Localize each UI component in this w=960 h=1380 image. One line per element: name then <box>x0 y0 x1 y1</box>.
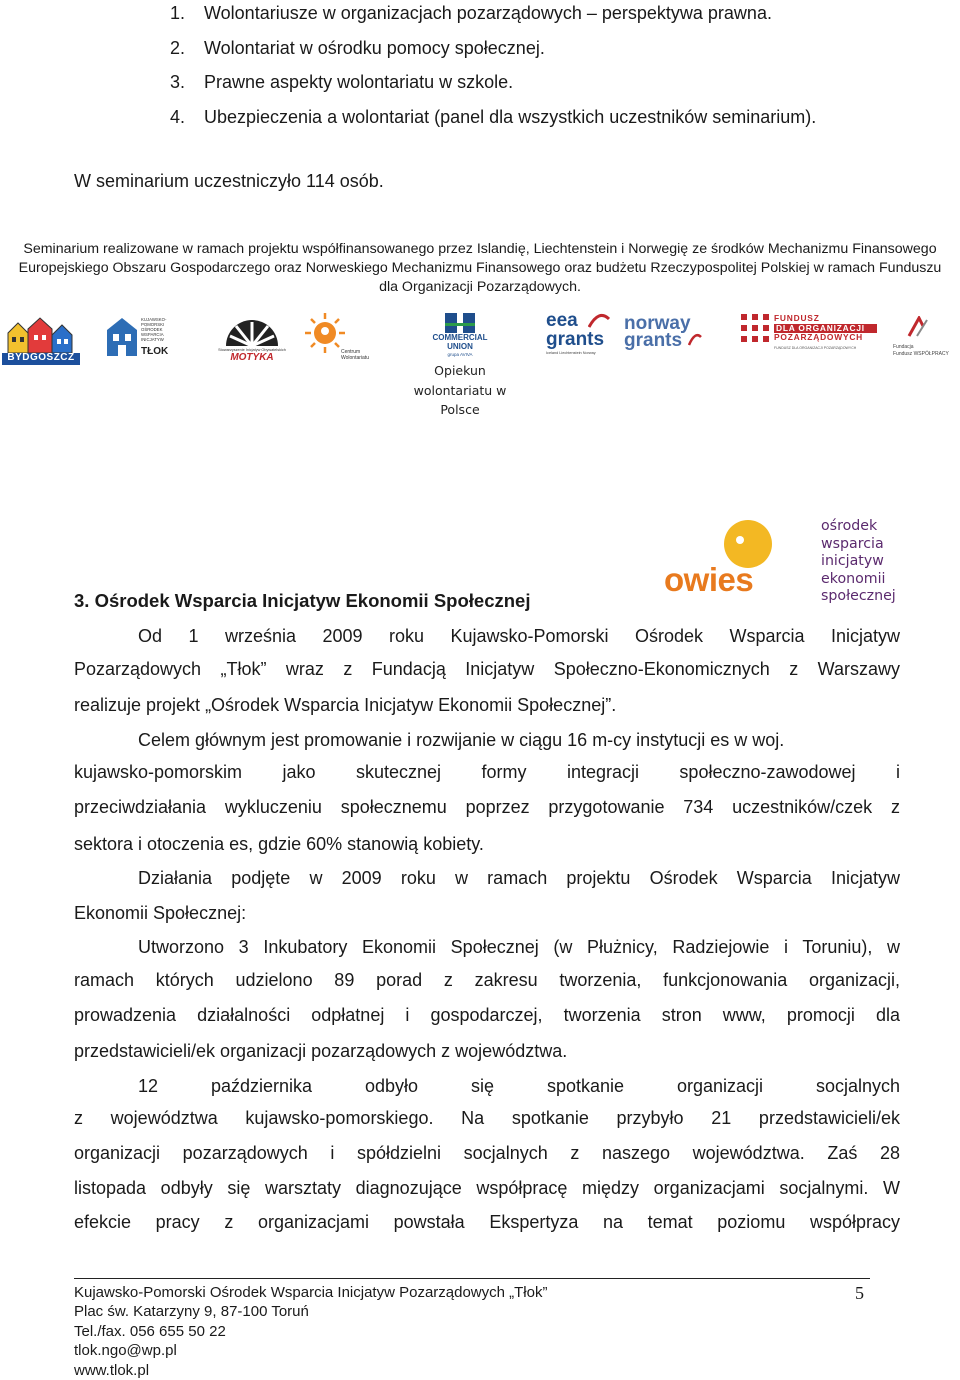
motyka-label: MOTYKA <box>230 352 274 363</box>
owies-tagline: ośrodek wsparcia inicjatyw ekonomii społecznej <box>821 518 896 605</box>
paragraph-line: listopada odbyły się warsztaty diagnozujące współpracę między organizacjami socjalnymi. W <box>74 1177 900 1198</box>
paragraph-line: ramach których udzielono 89 porad z zakresu tworzenia, funkcjonowania organizacji, <box>74 969 900 990</box>
motyka-logo <box>218 314 286 364</box>
centrum-wolontariatu-logo <box>305 311 371 363</box>
funding-note <box>0 240 960 297</box>
tlok-small-text: KUJAWSKO- POMORSKI OŚRODEK WSPARCIA INICJATYW <box>141 317 167 342</box>
bydgoszcz-logo <box>2 315 80 365</box>
paragraph-line: Działania podjęte w 2009 roku w ramach projektu Ośrodek Wsparcia Inicjatyw <box>138 868 900 889</box>
eea-subtext: Iceland Liechtenstein Norway <box>546 351 596 355</box>
paragraph-line: Utworzono 3 Inkubatory Ekonomii Społecznej (w Płużnicy, Radziejowie i Toruniu), w <box>138 937 900 958</box>
fundusz-grid-icon <box>741 314 769 344</box>
owies-brand-text: owies <box>664 561 754 598</box>
motyka-top-text: Stowarzyszenie Inicjatyw Obywatelskich <box>218 348 286 352</box>
norway-grants-logo <box>624 315 704 357</box>
paragraph-line: Ekonomii Społecznej: <box>74 902 247 923</box>
page-footer <box>74 1278 870 1380</box>
fundusz-subtext: FUNDUSZ DLA ORGANIZACJI POZARZĄDOWYCH <box>774 346 857 350</box>
body-text <box>74 624 900 1247</box>
paragraph-line: przedstawicieli/ek organizacji pozarządowych z województwa. <box>74 1041 568 1062</box>
paragraph-line: organizacji pozarządowych i spółdzielni socjalnych z naszego województwa. Zaś 28 <box>74 1142 900 1163</box>
paragraph-line: 12 października odbyło się spotkanie organizacji socjalnych <box>138 1075 900 1096</box>
eea-grants-logo <box>546 310 616 357</box>
paragraph-line: efekcie pracy z organizacjami powstała Ekspertyza na temat poziomu współpracy <box>74 1212 900 1233</box>
footer-email: tlok.ngo@wp.pl <box>74 1342 177 1360</box>
eea-text: eea grants <box>546 310 605 350</box>
paragraph-line: przeciwdziałania wykluczeniu społecznemu poprzez przygotowanie 734 uczestników/czek z <box>74 796 900 817</box>
tlok-logo <box>105 316 173 358</box>
paragraph-line: prowadzenia działalności odpłatnej i gospodarczej, tworzenia stron www, promocji dla <box>74 1004 900 1025</box>
footer-phone: Tel./fax. 056 655 50 22 <box>74 1322 226 1340</box>
funding-note-line: Europejskiego Obszaru Gospodarczego oraz Norweskiego Mechanizmu Finansowego oraz budżetu Rzeczypospolitej Polskiej w ramach Funduszu <box>18 260 942 276</box>
sun-person-icon <box>305 311 345 361</box>
list-item: 1. Wolontariusze w organizacjach pozarządowych – perspektywa prawna. <box>170 3 772 23</box>
bydgoszcz-label: BYDGOSZCZ <box>7 352 75 363</box>
paragraph-line: sektora i otoczenia es, gdzie 60% stanowią kobiety. <box>74 833 484 854</box>
tlok-house-icon <box>105 316 139 358</box>
page-number: 5 <box>855 1283 864 1303</box>
fundacja-text: Fundacja Fundusz WSPÓŁPRACY <box>893 344 949 357</box>
commercial-union-logo <box>426 313 494 357</box>
paragraph-line: kujawsko-pomorskim jako skutecznej formy integracji społeczno-zawodowej i <box>74 762 900 783</box>
paragraph-line: Pozarządowych „Tłok” wraz z Fundacją Inicjatyw Społeczno-Ekonomicznych z Warszawy <box>74 658 900 679</box>
tlok-label: TŁOK <box>141 346 169 357</box>
list-item: 3. Prawne aspekty wolontariatu w szkole. <box>170 72 514 92</box>
opiekun-caption: Opiekun wolontariatu w Polsce <box>413 363 507 417</box>
centrum-text: Centrum Wolontariatu <box>341 349 369 361</box>
fundacja-arrows-icon <box>907 316 933 338</box>
owies-logo <box>664 518 904 610</box>
eea-swoosh-icon <box>588 313 610 329</box>
fundusz-text: FUNDUSZ DLA ORGANIZACJI POZARZĄDOWYCH <box>774 314 877 343</box>
paragraph-line: Od 1 września 2009 roku Kujawsko-Pomorski Ośrodek Wsparcia Inicjatyw <box>138 626 900 646</box>
paragraph-line: realizuje projekt „Ośrodek Wsparcia Inicjatyw Ekonomii Społecznej”. <box>74 695 617 716</box>
participants-count: W seminarium uczestniczyło 114 osób. <box>74 171 384 191</box>
commercial-union-text: COMMERCIAL UNION grupa AVIVA <box>432 333 488 357</box>
norway-text: norway grants <box>624 313 691 351</box>
list-item: 2. Wolontariat w ośrodku pomocy społecznej. <box>170 37 545 58</box>
funding-note-line: dla Organizacji Pozarządowych. <box>379 279 581 295</box>
section-heading: 3. Ośrodek Wsparcia Inicjatyw Ekonomii Społecznej <box>74 590 531 611</box>
footer-address: Plac św. Katarzyny 9, 87-100 Toruń <box>74 1303 309 1321</box>
motyka-sun-icon <box>218 314 286 348</box>
paragraph-line: Celem głównym jest promowanie i rozwijanie w ciągu 16 m-cy instytucji es w woj. <box>138 729 785 750</box>
topics-list <box>170 0 816 138</box>
funding-note-line: Seminarium realizowane w ramach projektu współfinansowanego przez Islandię, Liechtenstein i Norwegię ze środków Mechanizmu Finansowego <box>23 241 937 257</box>
fundacja-fundusz-wspolpracy-logo <box>893 316 955 362</box>
commercial-union-mark-icon <box>445 313 475 333</box>
paragraph-line: z województwa kujawsko-pomorskiego. Na spotkanie przybyło 21 przedstawicieli/ek <box>74 1108 900 1129</box>
footer-website: www.tlok.pl <box>74 1361 150 1379</box>
fundusz-logo <box>741 314 877 360</box>
footer-org: Kujawsko-Pomorski Ośrodek Wsparcia Inicjatyw Pozarządowych „Tłok” <box>74 1284 548 1301</box>
norway-swoosh-icon <box>688 333 702 347</box>
list-item: 4. Ubezpieczenia a wolontariat (panel dla wszystkich uczestników seminarium). <box>170 106 817 127</box>
